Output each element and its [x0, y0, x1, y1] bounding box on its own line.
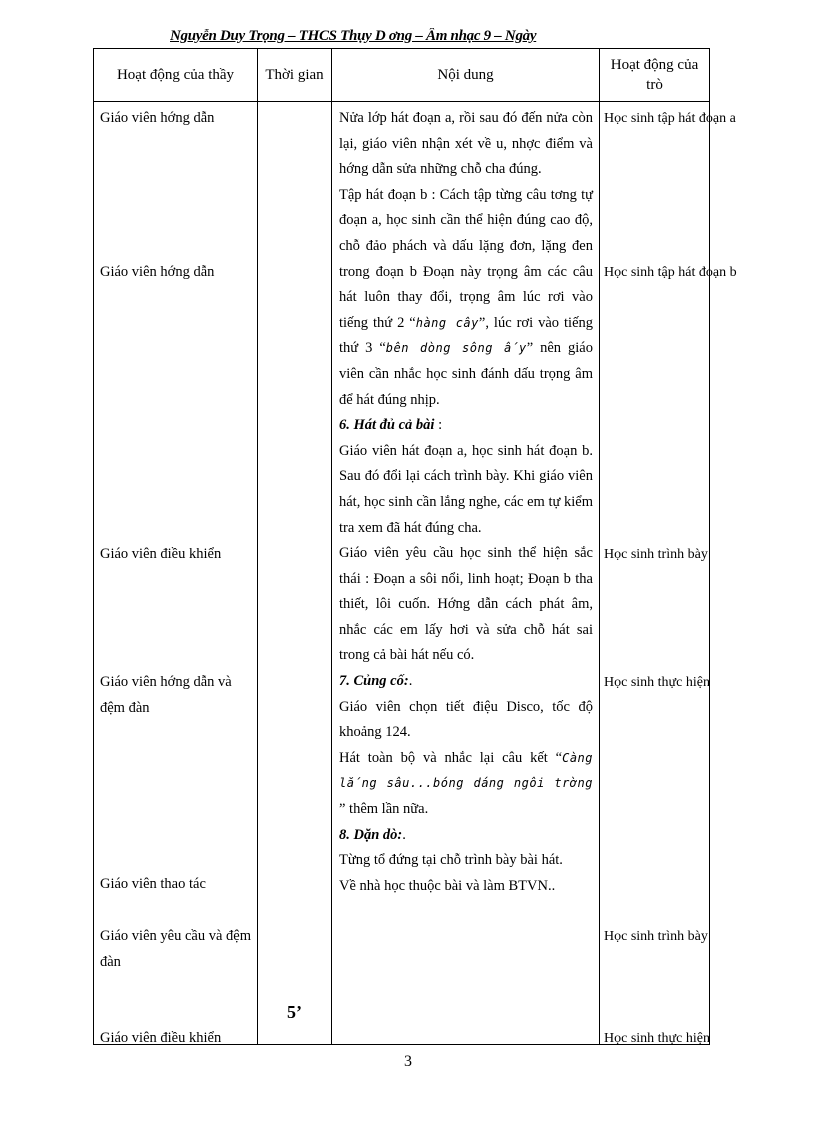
- student-cell: [600, 102, 737, 1046]
- content-paragraph: Từng tổ đứng tại chỗ trình bày bài hát.: [339, 852, 563, 869]
- content-paragraph: Tập hát đoạn b : Cách tập từng câu tơng tự đoạn a, học sinh cần thể hiện đúng cao độ, chỗ đảo phách và dấu lặng đơn, lặng đen trong đoạn b Đoạn này trọng âm các câu hát luôn thay đổi, trọng âm lúc rơi vào tiếng thứ 2 “hàng cây”, lúc rơi vào tiếng thứ 3 “bên dòng sông ấy” nên giáo viên cần nhắc học sinh đánh dấu trọng âm để hát đúng nhịp.: [339, 186, 594, 408]
- lyric-quote: hàng cây: [415, 315, 479, 330]
- student-activity: Học sinh trình bày: [604, 929, 708, 944]
- section-heading-6: 6. Hát đủ cả bài :: [339, 417, 443, 434]
- col-header-student: Hoạt động của trò: [600, 49, 710, 102]
- page-header: Nguyễn Duy Trọng – THCS Thụy D ơng – Âm nhạc 9 – Ngày: [170, 28, 537, 44]
- content-paragraph: Giáo viên yêu cầu học sinh thể hiện sắc thái : Đoạn a sôi nổi, linh hoạt; Đoạn b tha thiết, lôi cuốn. Hớng dẫn cách phát âm, nhắc các em lấy hơi và sửa chỗ hát sai trong cả bài hát nếu có.: [339, 545, 593, 664]
- table-header-row: [94, 49, 710, 102]
- student-activity: Học sinh thực hiện: [604, 675, 710, 690]
- teacher-cell: [94, 102, 258, 1045]
- section-heading-8: 8. Dặn dò:.: [339, 826, 406, 843]
- teacher-activity: Giáo viên thao tác: [100, 876, 206, 892]
- col-header-content: Nội dung: [332, 49, 600, 102]
- page-number: 3: [404, 1053, 412, 1070]
- teacher-activity: Giáo viên điều khiển: [100, 1030, 222, 1046]
- time-cell: [258, 102, 332, 1045]
- teacher-activity: Giáo viên hớng dẫn: [100, 264, 215, 280]
- col-header-teacher: Hoạt động của thầy: [94, 49, 258, 102]
- content-cell: [332, 102, 600, 1045]
- content-paragraph: Giáo viên hát đoạn a, học sinh hát đoạn b. Sau đó đổi lại cách trình bày. Khi giáo viên hát, học sinh cần lắng nghe, các em tự kiểm tra xem đã hát đúng cha.: [339, 442, 593, 536]
- content-paragraph: Hát toàn bộ và nhắc lại câu kết “Càng lắng sâu...bóng dáng ngôi trờng ” thêm lần nữa.: [339, 749, 593, 818]
- teacher-activity: Giáo viên hớng dẫn và đệm đàn: [100, 674, 232, 716]
- content-paragraph: Về nhà học thuộc bài và làm BTVN..: [339, 877, 556, 894]
- teacher-activity: Giáo viên hớng dẫn: [100, 110, 215, 126]
- table-body-row: [94, 102, 710, 1045]
- content-paragraph: Nửa lớp hát đoạn a, rồi sau đó đến nửa còn lại, giáo viên nhận xét về u, nhợc điểm và hớng dẫn sửa những chỗ cha đúng.: [339, 110, 593, 178]
- lyric-quote: bên dòng sông ấy: [385, 341, 527, 356]
- lyric-quote: Càng lắng sâu...bóng dáng ngôi trờng: [339, 750, 593, 791]
- student-activity: Học sinh thực hiện: [604, 1031, 710, 1046]
- lesson-table: [93, 48, 737, 1046]
- teacher-activity: Giáo viên yêu cầu và đệm đàn: [100, 928, 251, 970]
- time-value: 5’: [287, 1002, 302, 1022]
- content-paragraph: Giáo viên chọn tiết điệu Disco, tốc độ khoảng 124.: [339, 698, 593, 741]
- student-activity: Học sinh tập hát đoạn b: [604, 265, 737, 280]
- student-activity: Học sinh tập hát đoạn a: [604, 111, 736, 126]
- teacher-activity: Giáo viên điều khiển: [100, 546, 222, 562]
- student-activity: Học sinh trình bày: [604, 547, 708, 562]
- section-heading-7: 7. Củng cố:.: [339, 673, 413, 690]
- col-header-time: Thời gian: [258, 49, 332, 102]
